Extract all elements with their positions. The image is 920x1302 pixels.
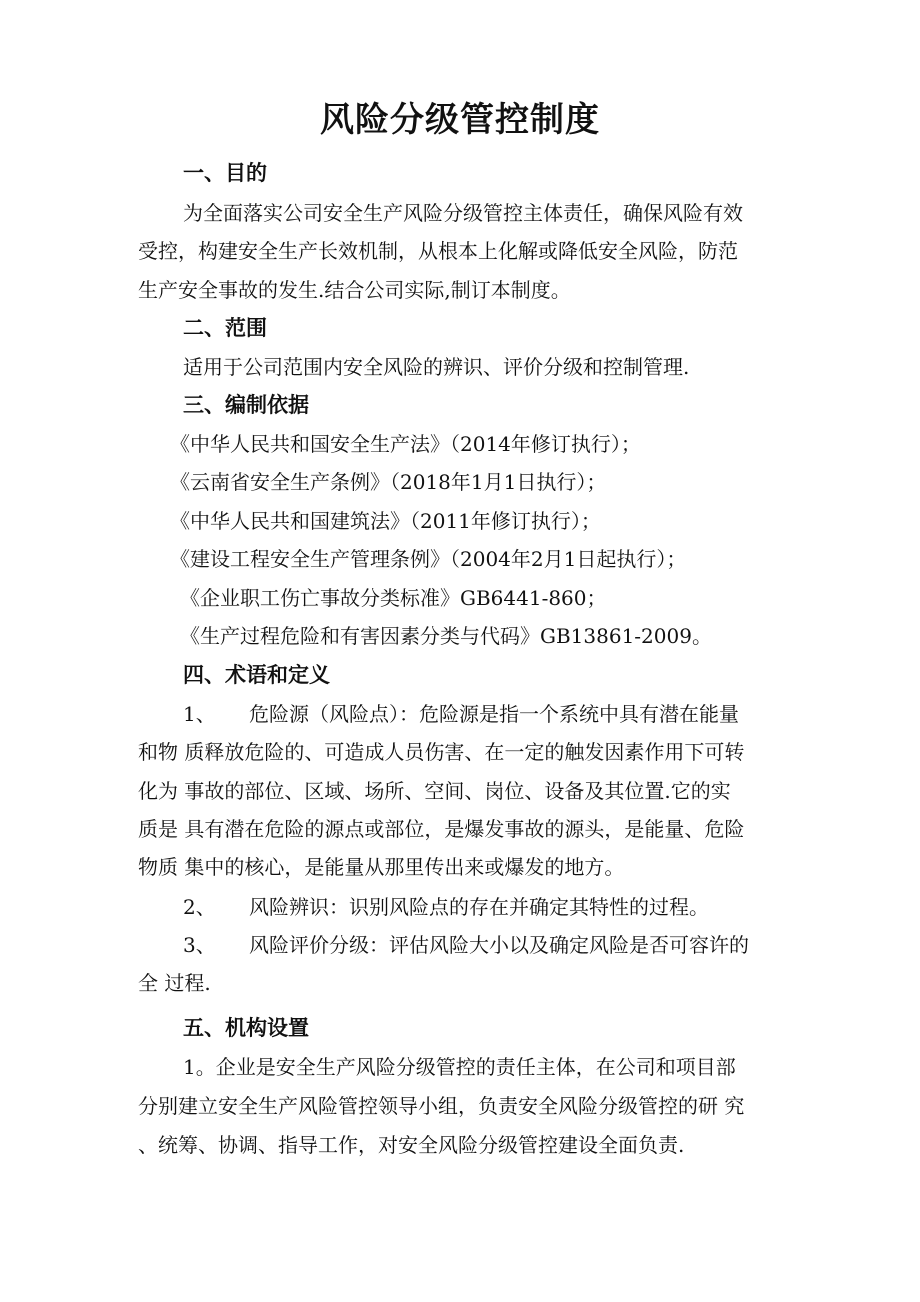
- term-definition-line: 质是 具有潜在危险的源点或部位，是爆发事故的源头，是能量、危险: [138, 817, 745, 841]
- paragraph-line: 1。企业是安全生产风险分级管控的责任主体，在公司和项目部: [183, 1055, 736, 1079]
- reference-item: 《建设工程安全生产管理条例》（2004年2月1日起执行）；: [170, 547, 687, 571]
- term-item-number: 3、: [183, 933, 216, 957]
- paragraph-line: 分别建立安全生产风险管控领导小组，负责安全风险分级管控的研 究: [138, 1094, 745, 1118]
- term-definition-line: 和物 质释放危险的、可造成人员伤害、在一定的触发因素作用下可转: [138, 740, 745, 764]
- section-heading-scope: 二、范围: [183, 316, 267, 340]
- reference-item: 《生产过程危险和有害因素分类与代码》GB13861-2009。: [180, 624, 712, 648]
- term-item-number: 1、: [183, 702, 216, 726]
- paragraph-line: 适用于公司范围内安全风险的辨识、评价分级和控制管理.: [183, 355, 690, 379]
- paragraph-line: 为全面落实公司安全生产风险分级管控主体责任，确保风险有效: [183, 201, 743, 225]
- section-heading-basis: 三、编制依据: [183, 393, 309, 417]
- term-definition-line: 风险辨识：识别风险点的存在并确定其特性的过程。: [249, 895, 709, 919]
- reference-item: 《云南省安全生产条例》（2018年1月1日执行）；: [170, 470, 607, 494]
- reference-item: 《中华人民共和国建筑法》（2011年修订执行）；: [170, 509, 601, 533]
- term-definition-line: 危险源（风险点）：危险源是指一个系统中具有潜在能量: [249, 702, 739, 726]
- section-heading-purpose: 一、目的: [183, 161, 267, 185]
- term-item-number: 2、: [183, 895, 216, 919]
- page-title: 风险分级管控制度: [320, 100, 600, 140]
- paragraph-line: 、统筹、协调、指导工作，对安全风险分级管控建设全面负责.: [138, 1133, 685, 1157]
- term-definition-line: 化为 事故的部位、区域、场所、空间、岗位、设备及其位置.它的实: [138, 779, 731, 803]
- reference-item: 《企业职工伤亡事故分类标准》GB6441-860；: [180, 586, 607, 610]
- section-heading-org: 五、机构设置: [183, 1016, 309, 1040]
- paragraph-line: 受控，构建安全生产长效机制，从根本上化解或降低安全风险，防范: [138, 239, 738, 263]
- term-definition-line: 风险评价分级：评估风险大小以及确定风险是否可容许的: [249, 933, 749, 957]
- paragraph-line: 生产安全事故的发生.结合公司实际,制订本制度。: [138, 278, 571, 302]
- term-definition-line: 物质 集中的核心，是能量从那里传出来或爆发的地方。: [138, 855, 625, 879]
- section-heading-terms: 四、术语和定义: [183, 663, 330, 687]
- reference-item: 《中华人民共和国安全生产法》（2014年修订执行）；: [170, 432, 641, 456]
- term-definition-line: 全 过程.: [138, 971, 211, 995]
